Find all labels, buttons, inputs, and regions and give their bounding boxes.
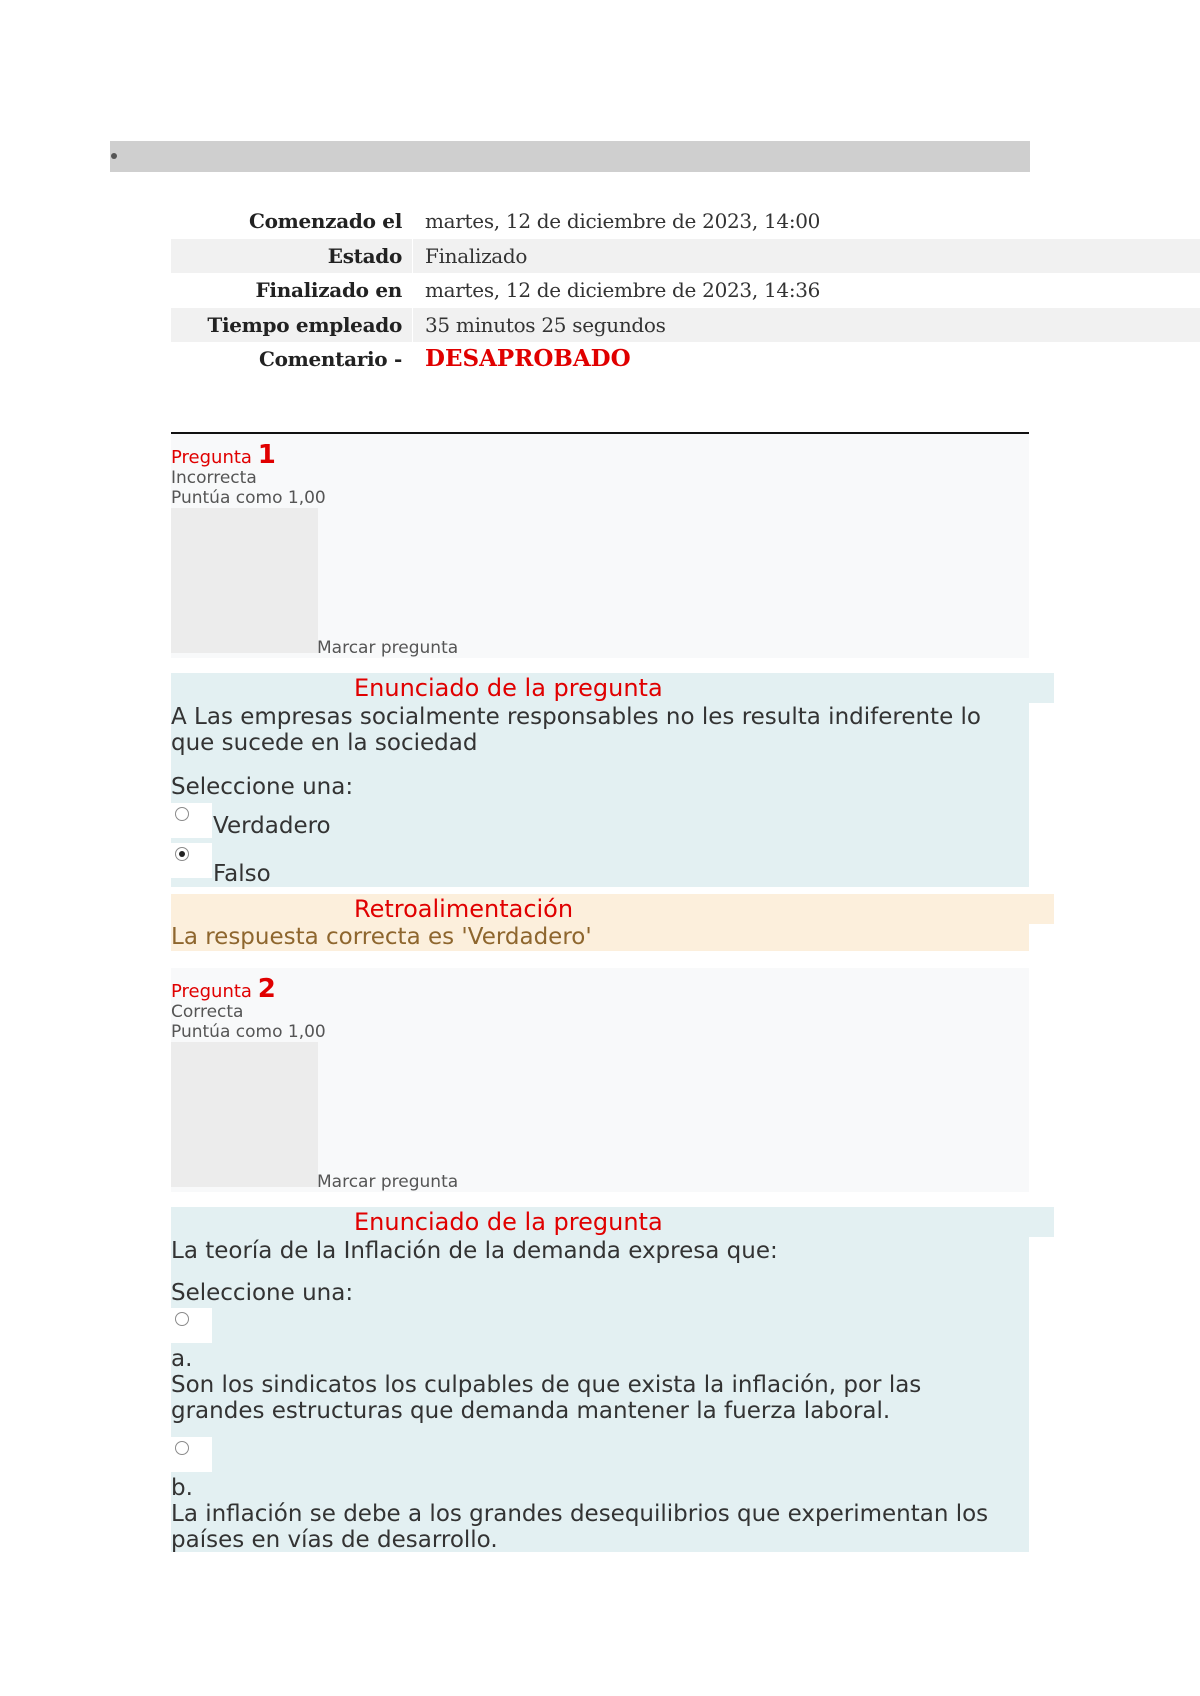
feedback-text: La respuesta correcta es 'Verdadero' — [171, 924, 592, 950]
flag-icon[interactable] — [171, 508, 318, 653]
option-letter: b. — [171, 1475, 193, 1501]
option-label[interactable]: Verdadero — [213, 813, 331, 839]
summary-row — [171, 308, 1200, 343]
radio-icon[interactable] — [175, 807, 189, 821]
feedback-heading: Retroalimentación — [171, 894, 1054, 924]
summary-label: Estado — [327, 243, 402, 268]
summary-row — [171, 273, 1200, 308]
summary-row — [171, 204, 1200, 239]
summary-row — [171, 239, 1200, 274]
option-letter: a. — [171, 1346, 193, 1372]
question-text: La teoría de la Inflación de la demanda expresa que: — [171, 1238, 778, 1264]
radio-icon[interactable] — [175, 1312, 189, 1326]
summary-value: martes, 12 de diciembre de 2023, 14:36 — [425, 278, 821, 302]
radio-option-b[interactable] — [171, 1437, 212, 1472]
answer-prompt: Seleccione una: — [171, 1280, 354, 1306]
question-form-heading: Enunciado de la pregunta — [171, 1207, 1054, 1237]
summary-label: Comenzado el — [248, 209, 402, 233]
summary-label: Comentario - — [258, 347, 402, 371]
question-form-heading: Enunciado de la pregunta — [171, 673, 1054, 703]
question-number: Pregunta 1 — [171, 440, 276, 470]
flag-question-link[interactable]: Marcar pregunta — [317, 638, 459, 658]
question-content — [171, 1237, 1029, 1552]
flag-question-link[interactable]: Marcar pregunta — [317, 1172, 459, 1192]
radio-false[interactable] — [171, 843, 212, 878]
question-grade: Puntúa como 1,00 — [171, 1022, 326, 1042]
summary-label: Finalizado en — [255, 278, 402, 302]
top-bar — [110, 141, 1030, 172]
radio-true[interactable] — [171, 803, 212, 838]
summary-label: Tiempo empleado — [207, 312, 402, 337]
question-info — [171, 968, 1029, 1192]
question-content — [171, 703, 1029, 887]
question-state: Incorrecta — [171, 468, 257, 488]
option-label[interactable]: Son los sindicatos los culpables de que exista la inflación, por las grandes estructuras que demanda mantener la fuerza laboral. — [171, 1372, 922, 1424]
question-grade: Puntúa como 1,00 — [171, 488, 326, 508]
flag-icon[interactable] — [171, 1042, 318, 1187]
summary-row — [171, 342, 1200, 377]
attempt-summary — [171, 204, 1200, 377]
result-status: DESAPROBADO — [425, 345, 631, 372]
summary-value: 35 minutos 25 segundos — [425, 312, 666, 337]
radio-option-a[interactable] — [171, 1308, 212, 1343]
summary-value: Finalizado — [425, 243, 528, 268]
option-label[interactable]: Falso — [213, 861, 271, 887]
bullet-icon — [111, 153, 117, 159]
question-info — [171, 434, 1029, 658]
radio-selected-icon[interactable] — [175, 847, 189, 861]
option-label[interactable]: La inflación se debe a los grandes desequilibrios que experimentan los países en vías de desarrollo. — [171, 1501, 989, 1553]
answer-prompt: Seleccione una: — [171, 774, 354, 800]
feedback-content — [171, 924, 1029, 951]
radio-icon[interactable] — [175, 1441, 189, 1455]
question-text: A Las empresas socialmente responsables no les resulta indiferente lo que sucede en la sociedad — [171, 704, 981, 756]
question-number: Pregunta 2 — [171, 974, 276, 1004]
summary-value: martes, 12 de diciembre de 2023, 14:00 — [425, 209, 821, 233]
question-state: Correcta — [171, 1002, 244, 1022]
